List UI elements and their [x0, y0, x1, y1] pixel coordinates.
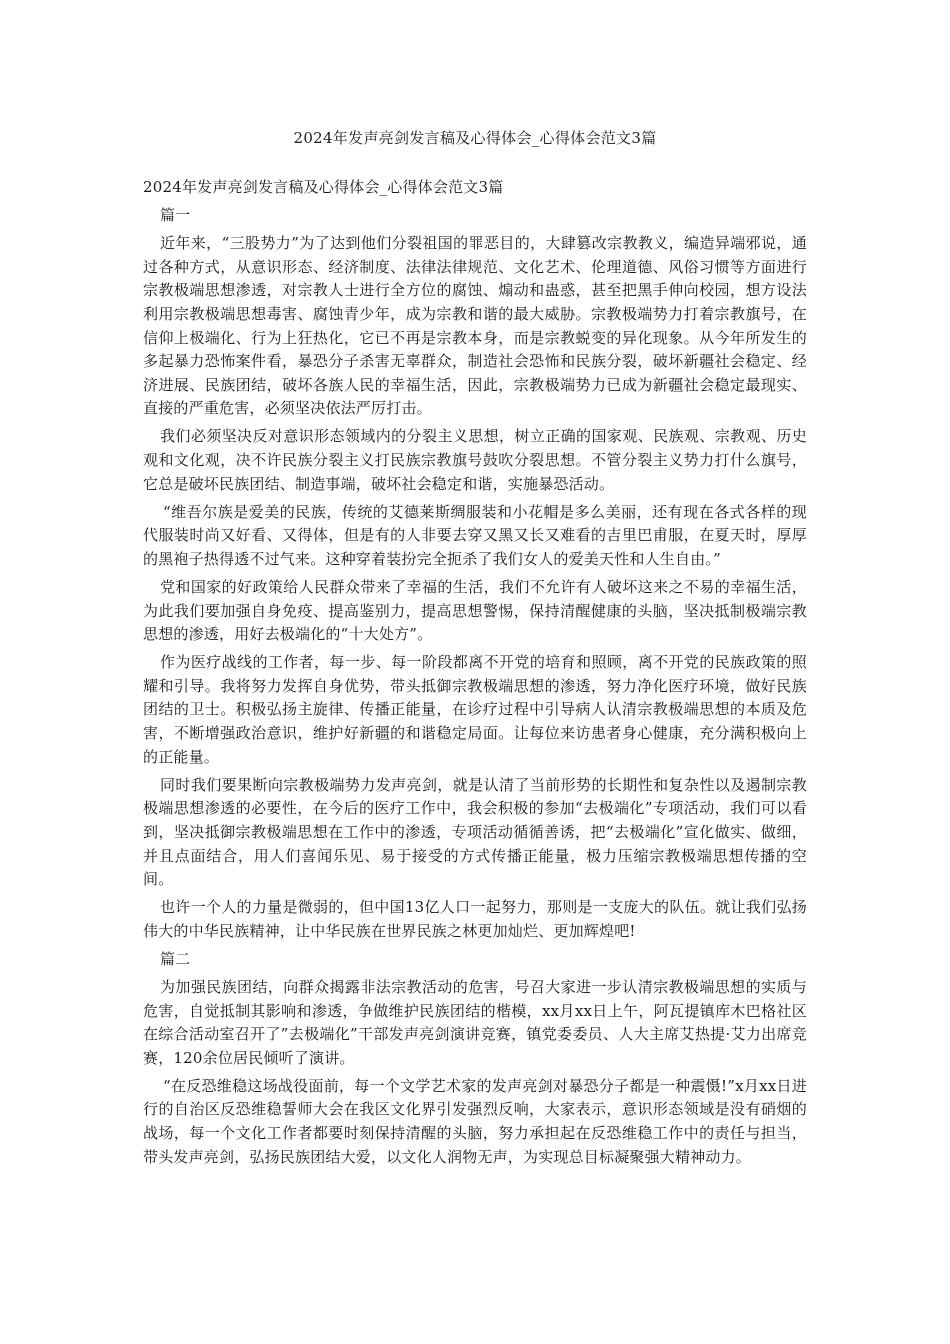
quoted-paragraph: “在反恐维稳这场战役面前，每一个文学艺术家的发声亮剑对暴恐分子都是一种震慑!”x月xx日进行的自治区反恐维稳誓师大会在我区文化界引发强烈反响，大家表示，意识形态领域是没有硝烟的战场，每一个文化工作者都要时刻保持清醒的头脑，努力承担起在反恐维稳工作中的责任与担当，带头发声亮剑，弘扬民族团结大爱，以文化人润物无声，为实现总目标凝聚强大精神动力。	[143, 1076, 807, 1166]
paragraph: 近年来，“三股势力”为了达到他们分裂祖国的罪恶目的，大肆篡改宗教教义，编造异端邪说，通过各种方式，从意识形态、经济制度、法律法律规范、文化艺术、伦理道德、风俗习惯等方面进行宗教极端思想渗透，对宗教人士进行全方位的腐蚀、煽动和蛊惑，甚至把黑手伸向校园，想方设法利用宗教极端思想毒害、腐蚀青少年，成为宗教和谐的最大威胁。宗教极端势力打着宗教旗号，在信仰上极端化、行为上狂热化，它已不再是宗教本身，而是宗教蜕变的异化现象。从今年所发生的多起暴力恐怖案件看，暴恐分子杀害无辜群众，制造社会恐怖和民族分裂，破坏新疆社会稳定、经济进展、民族团结，破坏各族人民的幸福生活，因此，宗教极端势力已成为新疆社会稳定最现实、直接的严重危害，必须坚决依法严厉打击。	[143, 234, 807, 418]
paragraph: 同时我们要果断向宗教极端势力发声亮剑，就是认清了当前形势的长期性和复杂性以及遏制宗教极端思想渗透的必要性，在今后的医疗工作中，我会积极的参加“去极端化”专项活动，我们可以看到，坚决抵御宗教极端思想在工作中的渗透，专项活动循循善诱，把“去极端化”宣化做实、做细，并且点面结合，用人们喜闻乐见、易于接受的方式传播正能量，极力压缩宗教极端思想传播的空间。	[143, 775, 807, 889]
document-title: 2024年发声亮剑发言稿及心得体会_心得体会范文3篇	[293, 129, 657, 147]
quoted-paragraph: “维吾尔族是爱美的民族，传统的艾德莱斯绸服装和小花帽是多么美丽，还有现在各式各样的现代服装时尚又好看、又得体，但是有的人非要去穿又黑又长又难看的吉里巴甫服，在夏天时，厚厚的黑袍子热得透不过气来。这种穿着装扮完全扼杀了我们女人的爱美天性和人生自由。”	[143, 502, 807, 568]
paragraph: 也许一个人的力量是微弱的，但中国13亿人口一起努力，那则是一支庞大的队伍。就让我们弘扬伟大的中华民族精神，让中华民族在世界民族之林更加灿烂、更加辉煌吧!	[143, 898, 807, 940]
document-body	[143, 176, 807, 1174]
paragraph: 我们必须坚决反对意识形态领域内的分裂主义思想，树立正确的国家观、民族观、宗教观、历史观和文化观，决不许民族分裂主义打民族宗教旗号鼓吹分裂思想。不管分裂主义势力打什么旗号，它总是破坏民族团结、制造事端，破坏社会稳定和谐，实施暴恐活动。	[143, 427, 807, 493]
section-heading: 篇一	[160, 206, 191, 225]
paragraph: 作为医疗战线的工作者，每一步、每一阶段都离不开党的培育和照顾，离不开党的民族政策的照耀和引导。我将努力发挥自身优势，带头抵御宗教极端思想的渗透，努力净化医疗环境，做好民族团结的卫士。积极弘扬主旋律、传播正能量，在诊疗过程中引导病人认清宗教极端思想的本质及危害，不断增强政治意识，维护好新疆的和谐稳定局面。让每位来访患者身心健康，充分满积极向上的正能量。	[143, 653, 807, 766]
paragraph: 为加强民族团结，向群众揭露非法宗教活动的危害，号召大家进一步认清宗教极端思想的实质与危害，自觉抵制其影响和渗透，争做维护民族团结的楷模，xx月xx日上午，阿瓦提镇库木巴格社区在综合活动室召开了”去极端化”干部发声亮剑演讲竞赛，镇党委委员、人大主席艾热提·艾力出席竞赛，120余位居民倾听了演讲。	[143, 978, 807, 1067]
section-heading: 篇二	[160, 949, 191, 968]
document-subtitle: 2024年发声亮剑发言稿及心得体会_心得体会范文3篇	[143, 178, 504, 196]
paragraph: 党和国家的好政策给人民群众带来了幸福的生活，我们不允许有人破坏这来之不易的幸福生活，为此我们要加强自身免疫、提高鉴别力，提高思想警惕，保持清醒健康的头脑，坚决抵制极端宗教思想的渗透，用好去极端化的“十大处方”。	[143, 578, 807, 644]
